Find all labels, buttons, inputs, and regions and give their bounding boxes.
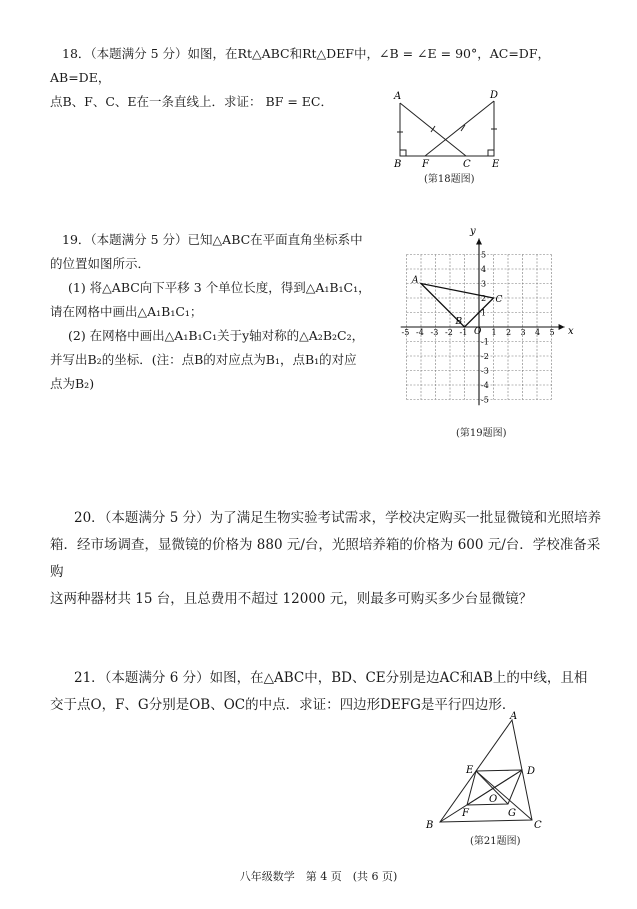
point-c-label: C [495,295,503,305]
x-tick-label: 5 [549,328,555,337]
y-tick-label: 1 [481,308,487,318]
q18-line-1: 18．（本题满分 5 分）如图，在Rt△ABC和Rt△DEF中，∠B = ∠E = 90°，AC=DF，AB=DE， [50,46,550,85]
y-axis-arrow [476,239,482,245]
q19-line-3: (1) 将△ABC向下平移 3 个单位长度，得到△A₁B₁C₁， [68,280,371,295]
question-19 [50,228,390,396]
y-tick-label: -2 [481,352,489,361]
q21-label-g: G [508,808,516,819]
q19-line-1: 19．（本题满分 5 分）已知△ABC在平面直角坐标系中 [62,232,363,247]
q19-line-2: 的位置如图所示． [50,256,151,271]
y-tick-label: 3 [481,279,487,289]
q18-figure [388,88,508,170]
q19-line-5: (2) 在网格中画出△A₁B₁C₁关于y轴对称的△A₂B₂C₂， [68,328,365,343]
x-tick-label: -4 [416,328,424,337]
y-tick-label: 4 [481,265,487,274]
q21-label-o: O [489,794,498,805]
x-tick-label: 3 [520,328,526,337]
x-tick-label: 2 [506,328,512,337]
q18-line-2: 点B、F、C、E在一条直线上．求证： BF = EC． [50,94,333,109]
q18-label-d: D [490,90,499,101]
point-b-label: B [455,317,463,327]
q18-label-e: E [492,159,500,170]
q21-label-a: A [510,711,518,722]
origin-label: O [474,327,482,337]
point-a-label: A [412,275,419,286]
y-tick-label: 5 [481,250,487,260]
q19-line-6: 并写出B₂的坐标．(注：点B的对应点为B₁，点B₁的对应 [50,352,357,367]
q19-line-7: 点为B₂) [50,376,95,391]
question-18 [50,42,610,114]
x-axis-label: x [568,326,574,337]
q21-line-2: 交于点O，F、G分别是OB、OC的中点．求证：四边形DEFG是平行四边形． [50,697,516,713]
x-tick-label: 4 [535,328,541,337]
y-tick-label: -1 [481,337,489,347]
page-footer: 八年级数学 第 4 页 (共 6 页) [239,870,398,883]
q21-label-e: E [466,765,474,776]
q21-caption: (第21题图) [470,836,521,847]
q18-caption: (第18题图) [424,174,475,185]
q20-line-2: 箱．经市场调查，显微镜的价格为 880 元/台，光照培养箱的价格为 600 元/台．学校准备采购 [50,537,601,580]
x-tick-label: -1 [459,328,468,337]
question-20 [50,505,610,613]
q21-label-f: F [462,808,469,819]
y-tick-label: -3 [481,366,489,376]
q18-label-b: B [394,159,402,170]
q19-coordinate-grid [394,222,584,422]
q19-line-4: 请在网格中画出△A₁B₁C₁； [50,304,203,319]
q21-line-1: 21．（本题满分 6 分）如图，在△ABC中，BD、CE分别是边AC和AB上的中线，且相 [74,670,588,686]
y-tick-label: -5 [481,395,489,405]
q18-label-a: A [394,91,402,102]
q18-label-c: C [463,159,471,170]
q21-figure [420,710,560,830]
q21-label-d: D [527,766,536,777]
y-tick-label: -4 [481,381,489,390]
q21-label-b: B [426,820,434,830]
q20-line-3: 这两种器材共 15 台，且总费用不超过 12000 元，则最多可购买多少台显微镜？ [50,591,533,607]
x-tick-label: -5 [401,328,410,337]
y-axis-label: y [470,226,476,237]
q19-caption: (第19题图) [456,428,507,439]
q21-label-c: C [534,820,542,830]
q20-line-1: 20．（本题满分 5 分）为了满足生物实验考试需求，学校决定购买一批显微镜和光照培养 [74,510,602,526]
x-axis-arrow [559,324,565,330]
x-tick-label: -3 [430,328,439,337]
y-tick-label: 2 [481,294,487,303]
x-tick-label: -2 [445,328,453,337]
x-tick-label: 1 [491,328,497,337]
q18-label-f: F [422,159,429,170]
